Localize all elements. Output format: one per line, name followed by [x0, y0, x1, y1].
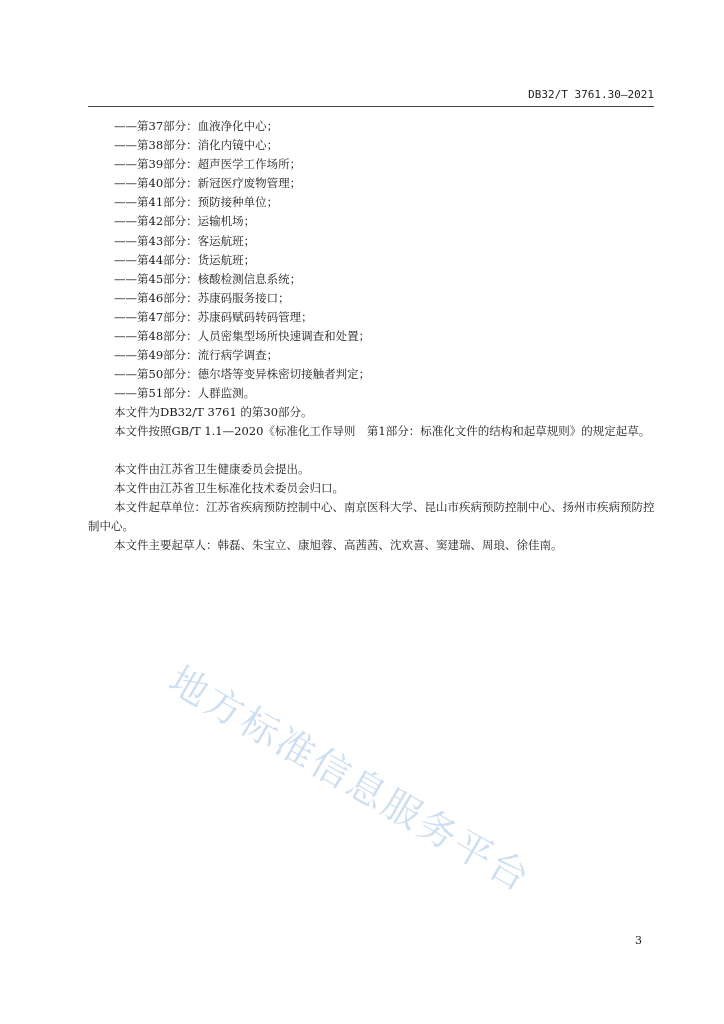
watermark: 地方标准信息服务平台: [161, 657, 539, 901]
drafters-paragraph: [88, 536, 658, 555]
drafters-text: 本文件主要起草人：韩磊、朱宝立、康旭蓉、高茜茜、沈欢喜、窦建瑞、周琅、徐佳南。: [114, 538, 563, 552]
proposed-by-paragraph: [88, 460, 658, 479]
header-divider: [88, 106, 654, 107]
document-code: DB32/T 3761.30—2021: [528, 88, 654, 101]
proposed-by-text: 本文件由江苏省卫生健康委员会提出。: [114, 462, 310, 476]
list-item: ——第39部分：超声医学工作场所；: [114, 157, 302, 172]
list-item: ——第44部分：货运航班；: [114, 252, 256, 267]
drafting-rule-paragraph: [88, 422, 658, 441]
list-item: ——第48部分：人员密集型场所快速调查和处置；: [114, 329, 371, 344]
parts-list: [114, 117, 370, 403]
list-item: ——第41部分：预防接种单位；: [114, 195, 279, 210]
list-item: ——第42部分：运输机场；: [114, 214, 256, 229]
list-item: ——第45部分：核酸检测信息系统；: [114, 271, 302, 286]
part-of-text: 本文件为DB32/T 3761 的第30部分。: [114, 405, 313, 419]
list-item: ——第47部分：苏康码赋码转码管理；: [114, 309, 313, 324]
list-item: ——第46部分：苏康码服务接口；: [114, 290, 290, 305]
page-number: 3: [635, 934, 642, 947]
list-item: ——第51部分：人群监测。: [114, 386, 256, 401]
managed-by-paragraph: [88, 479, 658, 498]
list-item: ——第38部分：消化内镜中心；: [114, 138, 279, 153]
drafting-units-text: 本文件起草单位：江苏省疾病预防控制中心、南京医科大学、昆山市疾病预防控制中心、扬州市疾病预防控制中心。: [88, 500, 655, 534]
part-of-paragraph: [88, 403, 658, 422]
list-item: ——第50部分：德尔塔等变异株密切接触者判定；: [114, 367, 371, 382]
list-item: ——第49部分：流行病学调查；: [114, 348, 279, 363]
drafting-rule-text: 本文件按照GB/T 1.1—2020《标准化工作导则 第1部分：标准化文件的结构和起草规则》的规定起草。: [114, 424, 651, 438]
list-item: ——第40部分：新冠医疗废物管理；: [114, 176, 302, 191]
managed-by-text: 本文件由江苏省卫生标准化技术委员会归口。: [114, 481, 344, 495]
drafting-units-paragraph: [88, 498, 658, 536]
list-item: ——第37部分：血液净化中心；: [114, 119, 279, 133]
list-item: ——第43部分：客运航班；: [114, 233, 256, 248]
